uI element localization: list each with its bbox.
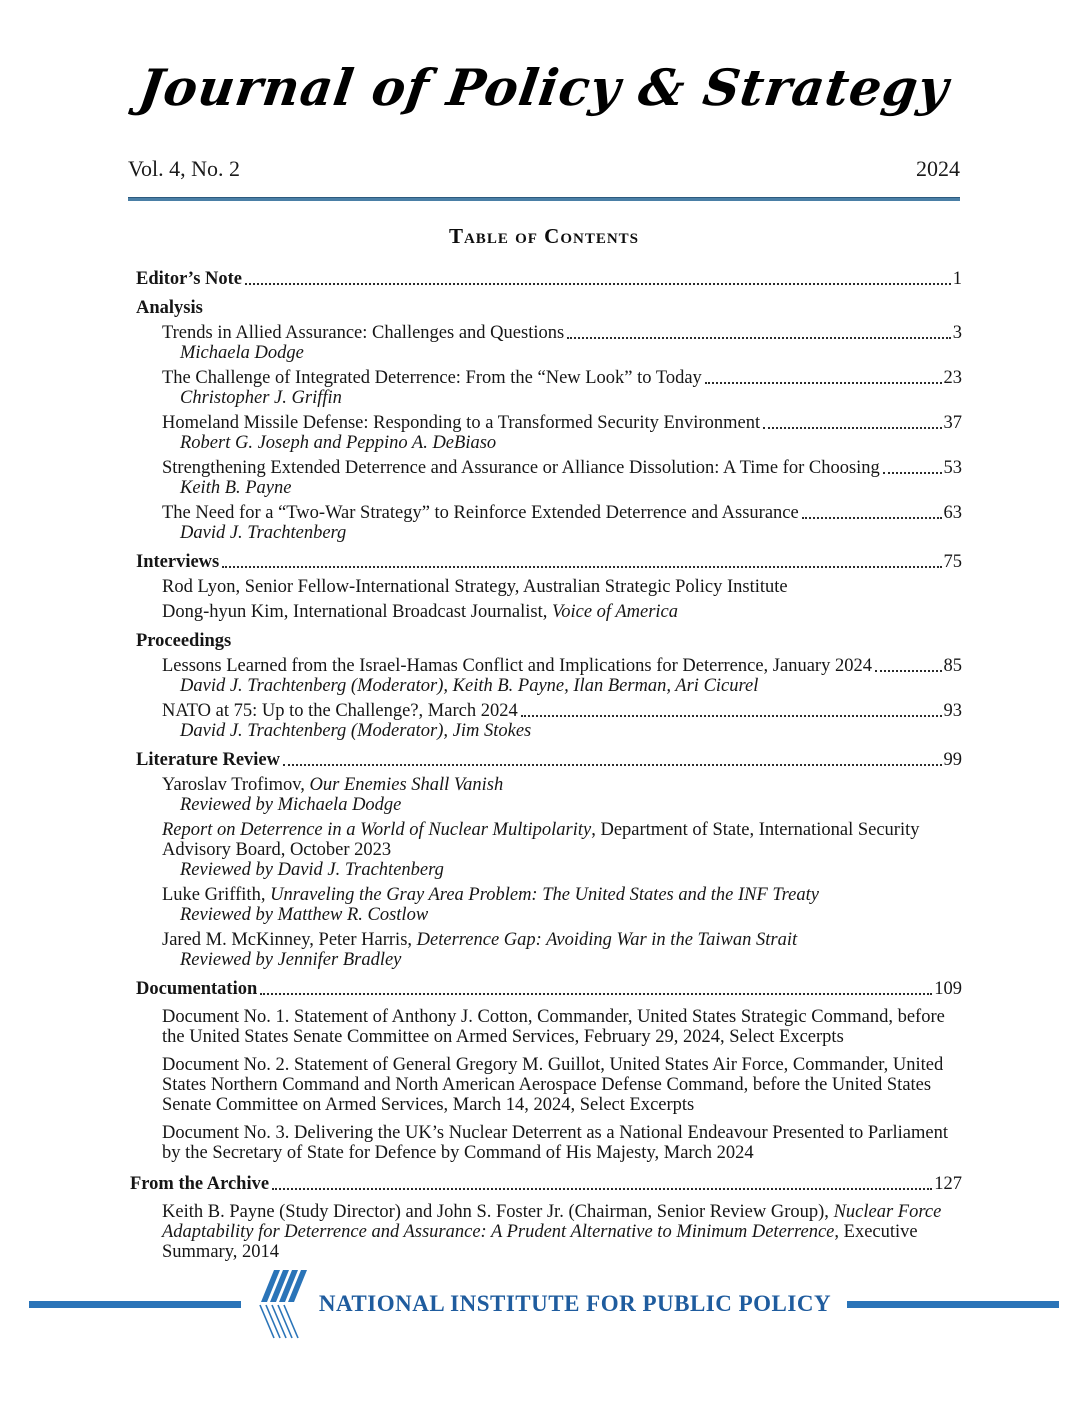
toc-entry: [130, 820, 962, 880]
toc-text: Document No. 1. Statement of Anthony J. Cotton, Commander, United States Strategic Command, before the United States Senate Committee on Armed Services, February 29, 2024, Select Excerpts: [162, 1007, 945, 1047]
toc-entry-title: [162, 1202, 941, 1262]
toc-text: NATO at 75: Up to the Challenge?, March 2024: [162, 701, 518, 721]
footer-bar-left: [29, 1301, 241, 1308]
author-line: [162, 343, 962, 363]
toc-text: Trends in Allied Assurance: Challenges and Questions: [162, 323, 565, 343]
page-number: 127: [934, 1174, 962, 1194]
toc-entry: [130, 1007, 962, 1047]
toc-entry: [130, 413, 962, 453]
year-label: 2024: [916, 156, 960, 181]
toc-entry: [130, 885, 962, 925]
page-number: 3: [952, 323, 962, 343]
toc-section: [130, 750, 962, 770]
toc-entry: [130, 458, 962, 498]
toc-text: David J. Trachtenberg (Moderator), Keith B. Payne, Ilan Berman, Ari Cicurel: [180, 676, 759, 696]
toc-entry: [130, 323, 962, 363]
toc-text-italic: Voice of America: [551, 602, 679, 622]
toc-text: Christopher J. Griffin: [180, 388, 342, 408]
toc-text: Reviewed by Michaela Dodge: [180, 795, 402, 815]
page-number: 93: [943, 701, 962, 721]
toc-text: Jared M. McKinney, Peter Harris,: [162, 930, 417, 950]
toc-text-italic: Deterrence Gap: Avoiding War in the Taiwan Strait: [416, 930, 798, 950]
page-number: 109: [934, 979, 962, 999]
page-number: 75: [943, 552, 962, 572]
toc-text: Robert G. Joseph and Peppino A. DeBiaso: [180, 433, 497, 453]
toc-entry: [130, 656, 962, 696]
author-line: [162, 795, 962, 815]
toc-text-italic: Unraveling the Gray Area Problem: The United States and the INF Treaty: [270, 885, 819, 905]
leader-dots: [875, 670, 942, 672]
footer-bar-right: [847, 1301, 1059, 1308]
volume-year-row: [128, 156, 960, 182]
toc-section: [130, 552, 962, 572]
toc-entry-title: [162, 577, 788, 597]
toc-entry-title: [136, 631, 231, 651]
toc-entry-title: [162, 602, 678, 622]
author-line: [162, 721, 962, 741]
leader-dots: [567, 337, 951, 339]
toc-entry: [130, 577, 962, 597]
toc-entry-title: [162, 820, 920, 860]
toc-section: [130, 298, 962, 318]
toc-entry-title: [162, 656, 872, 676]
toc-text: Reviewed by Matthew R. Costlow: [180, 905, 429, 925]
toc-text: Strengthening Extended Deterrence and Assurance or Alliance Dissolution: A Time for Choosing: [162, 458, 880, 478]
toc-entry-title: [162, 323, 564, 343]
toc-section: [130, 1174, 962, 1194]
toc-entry: [130, 775, 962, 815]
toc-text: Rod Lyon, Senior Fellow-International Strategy, Australian Strategic Policy Institute: [162, 577, 788, 597]
author-line: [162, 433, 962, 453]
toc-text: Document No. 2. Statement of General Gregory M. Guillot, United States Air Force, Commander, United States Northern Command and North American Aerospace Defense Command, before the United States Senate Committee on Armed Services, March 14, 2024, Select Excerpts: [162, 1055, 944, 1115]
leader-dots: [283, 764, 941, 766]
volume-label: Vol. 4, No. 2: [128, 156, 241, 181]
toc-entry-title: [162, 503, 799, 523]
toc-entry-title: [162, 1007, 945, 1047]
toc-text-italic: Report on Deterrence in a World of Nuclear Multipolarity: [162, 820, 592, 840]
page-number: 1: [952, 269, 962, 289]
toc-entry-title: [136, 269, 242, 289]
page-number: 23: [943, 368, 962, 388]
page-number: 53: [943, 458, 962, 478]
leader-dots: [245, 283, 951, 285]
toc-section: [130, 269, 962, 289]
toc-entry-title: [162, 458, 880, 478]
toc-entry: [130, 1123, 962, 1163]
toc-text: The Challenge of Integrated Deterrence: From the “New Look” to Today: [162, 368, 702, 388]
toc-entry-title: [162, 1055, 943, 1115]
toc-text: The Need for a “Two-War Strategy” to Reinforce Extended Deterrence and Assurance: [162, 503, 799, 523]
journal-title: Journal of Policy & Strategy: [135, 58, 953, 117]
toc-text: Homeland Missile Defense: Responding to a Transformed Security Environment: [162, 413, 761, 433]
toc-entry-title: [162, 775, 503, 795]
footer: [0, 1268, 1088, 1340]
toc-text: Proceedings: [136, 631, 232, 651]
toc-text: Editor’s Note: [136, 269, 243, 289]
author-line: [162, 860, 962, 880]
toc-entry: [130, 930, 962, 970]
page-number: 63: [943, 503, 962, 523]
page-number: 85: [943, 656, 962, 676]
header-divider-rule: [128, 197, 960, 201]
toc-text: Literature Review: [136, 750, 281, 770]
toc-text: Reviewed by Jennifer Bradley: [180, 950, 402, 970]
toc-entry: [130, 602, 962, 622]
toc-text: Keith B. Payne (Study Director) and John S. Foster Jr. (Chairman, Senior Review Group),: [162, 1202, 834, 1222]
author-line: [162, 905, 962, 925]
toc-text: Documentation: [136, 979, 258, 999]
author-line: [162, 523, 962, 543]
toc-entry: [130, 1202, 962, 1262]
toc-entry: [130, 503, 962, 543]
leader-dots: [521, 715, 942, 717]
toc-text: Dong-hyun Kim, International Broadcast Journalist,: [162, 602, 552, 622]
toc-text: David J. Trachtenberg: [180, 523, 347, 543]
toc-text: Luke Griffith,: [162, 885, 271, 905]
toc-text: From the Archive: [130, 1174, 270, 1194]
toc-text: Lessons Learned from the Israel-Hamas Conflict and Implications for Deterrence, January 2024: [162, 656, 872, 676]
toc-entry-title: [162, 368, 702, 388]
toc-text: Analysis: [136, 298, 203, 318]
toc-entry-title: [136, 979, 257, 999]
toc-entry-title: [136, 552, 219, 572]
author-line: [162, 478, 962, 498]
author-line: [162, 676, 962, 696]
author-line: [162, 950, 962, 970]
toc-text-italic: Our Enemies Shall Vanish: [309, 775, 504, 795]
leader-dots: [222, 566, 941, 568]
toc-text: Michaela Dodge: [180, 343, 304, 363]
toc-section: [130, 979, 962, 999]
toc-entry-title: [136, 750, 280, 770]
leader-dots: [802, 517, 942, 519]
leader-dots: [272, 1188, 932, 1190]
leader-dots: [763, 427, 941, 429]
toc-entry-title: [162, 413, 760, 433]
toc-text: , Executive Summary, 2014: [162, 1222, 918, 1262]
toc-section: [130, 631, 962, 651]
toc-entry: [130, 368, 962, 408]
leader-dots: [260, 993, 932, 995]
nipp-stripes-logo-icon: [257, 1268, 309, 1340]
toc-text: Yaroslav Trofimov,: [162, 775, 310, 795]
toc-title: Table of Contents: [448, 224, 640, 248]
toc-text: , Department of State, International Security Advisory Board, October 2023: [162, 820, 920, 860]
toc-entry-title: [162, 1123, 948, 1163]
toc-text: Keith B. Payne: [180, 478, 292, 498]
author-line: [162, 388, 962, 408]
toc-entry: [130, 701, 962, 741]
toc-text: Document No. 3. Delivering the UK’s Nuclear Deterrent as a National Endeavour Presented to Parliament by the Secretary of State for Defence by Command of His Majesty, March 2024: [162, 1123, 948, 1163]
page-number: 37: [943, 413, 962, 433]
toc-text: Interviews: [136, 552, 220, 572]
leader-dots: [705, 382, 942, 384]
toc-entry-title: [130, 1174, 269, 1194]
page-number: 99: [943, 750, 962, 770]
toc-text-italic: Nuclear Force Adaptability for Deterrence and Assurance: A Prudent Alternative to Minimum Deterrence: [162, 1202, 942, 1242]
toc-entry-title: [162, 701, 518, 721]
toc-text: Reviewed by David J. Trachtenberg: [180, 860, 444, 880]
toc-entries: [130, 260, 962, 1262]
toc-entry-title: [162, 930, 797, 950]
org-name: NATIONAL INSTITUTE FOR PUBLIC POLICY: [318, 1291, 832, 1316]
leader-dots: [883, 472, 942, 474]
toc-text: David J. Trachtenberg (Moderator), Jim Stokes: [180, 721, 532, 741]
toc-entry-title: [162, 885, 819, 905]
toc-entry: [130, 1055, 962, 1115]
toc-entry-title: [136, 298, 203, 318]
